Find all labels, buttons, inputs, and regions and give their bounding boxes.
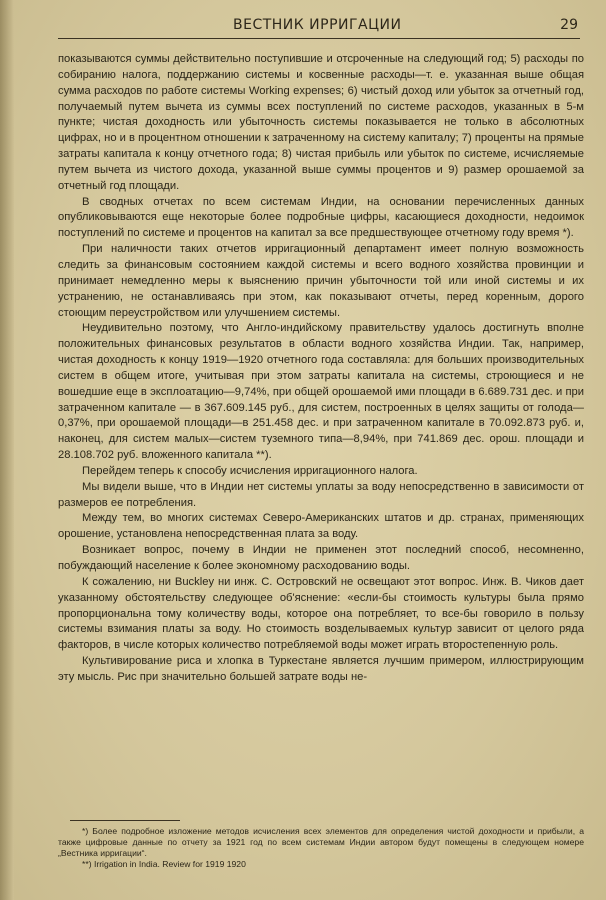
paragraph: К сожалению, ни Buckley ни инж. С. Островский не освещают этот вопрос. Инж. В. Чиков дает указанному обстоятельству следующее об'яснение: «если-бы стоимость культуры была прямо пропорциональна тому количеству воды, которое она потребляет, то все-бы говорило в пользу системы взимания платы за воду. Но стоимость возделываемых культур зависит от целого ряда факторов, в числе которых количество потребляемой воды может играть второстепенную роль. <box>58 575 584 652</box>
footnote-rule <box>70 820 180 821</box>
paragraph: Возникает вопрос, почему в Индии не применен этот последний способ, несомненно, побуждающий население к более экономному расходованию воды. <box>58 544 584 572</box>
footnote: *) Более подробное изложение методов исчисления всех элементов для определения чистой доходности и прибыли, а также цифровые данные по отчету за 1921 год по всем системам Индии автором будут помещены в следующем номере „Вестника ирригации“. <box>58 826 584 858</box>
paragraph: Между тем, во многих системах Северо-Американских штатов и др. странах, применяющих орошение, установлена непосредственная плата за воду. <box>58 512 584 541</box>
paragraph: При наличности таких отчетов ирригационный департамент имеет полную возможность следить за финансовым состоянием каждой системы и всего водного хозяйства провинции и принимает немедленно меры к выяснению причин убыточности той или иной системы и их устранению, не останавливаясь при этом, как показывают отчеты, перед коренным, дорого стоющим переустройством или улучшением системы. <box>58 243 584 319</box>
paragraph: показываются суммы действительно поступившие и отсроченные на следующий год; 5) расходы по собиранию налога, поддержанию системы и косвенные расходы—т. е. указанная выше общая сумма расходов по работе системы Working expenses; 6) чистый доход или убыток за отчетный год, получаемый путем вычета из суммы всех поступлений по системе расходов, указанных в 5-м пункте; чистая доходность или убыточность системы показывается не только в абсолютных цифрах, но и в процентном отношении к затраченному на систему капиталу; 7) проценты на прямые затраты капитала к концу отчетного года; 8) чистая прибыль или убыток по системе, исчисляемые путем вычета из чистого дохода, указанной выше суммы процентов и 9) размер орошаемой за отчетный год площади. <box>58 53 584 192</box>
paragraph: Неудивительно поэтому, что Англо-индийскому правительству удалось достигнуть вполне положительных финансовых результатов в области водного хозяйства Индии. Так, например, чистая доходность к концу 1919—1920 отчетного года составляла: для больших производительных систем в общем итоге, учитывая при этом затраты капитала на системы, строющиеся и не вошедшие еще в эксплоатацию—9,74%, при общей орошаемой ими площади в 6.689.731 дес. и при затраченном капитале — в 367.609.145 руб., для систем, построенных в целях защиты от голода—0,37%, при орошаемой площади—в 251.458 дес. и при затраченном капитале в 70.092.873 руб. и, наконец, для систем малых—систем туземного типа—8,94%, при 741.869 дес. орош. площади и 28.108.702 руб. вложенного капитала **). <box>58 322 584 462</box>
header-rule <box>58 38 580 39</box>
running-header <box>58 14 578 38</box>
paragraph: Культивирование риса и хлопка в Туркестане является лучшим примером, иллюстрирующим эту мысль. Рис при значительно большей затрате воды не- <box>58 655 584 683</box>
footnote: **) Irrigation in India. Review for 1919 1920 <box>82 859 246 869</box>
paragraph: Мы видели выше, что в Индии нет системы уплаты за воду непосредственно в зависимости от размеров ее потребления. <box>58 480 584 509</box>
book-gutter <box>0 0 14 900</box>
body-text <box>58 52 584 686</box>
journal-title: ВЕСТНИК ИРРИГАЦИИ <box>233 17 402 33</box>
paragraph: Перейдем теперь к способу исчисления ирригационного налога. <box>82 464 418 477</box>
page-number: 29 <box>560 17 578 33</box>
paragraph: В сводных отчетах по всем системам Индии, на основании перечисленных данных опубликовываются еще некоторые более подробные цифры, касающиеся доходности, недоимок поступлений по системе и процентов на капитал за все предшествующее отчетному году время *). <box>58 195 584 240</box>
footnotes <box>58 826 584 870</box>
